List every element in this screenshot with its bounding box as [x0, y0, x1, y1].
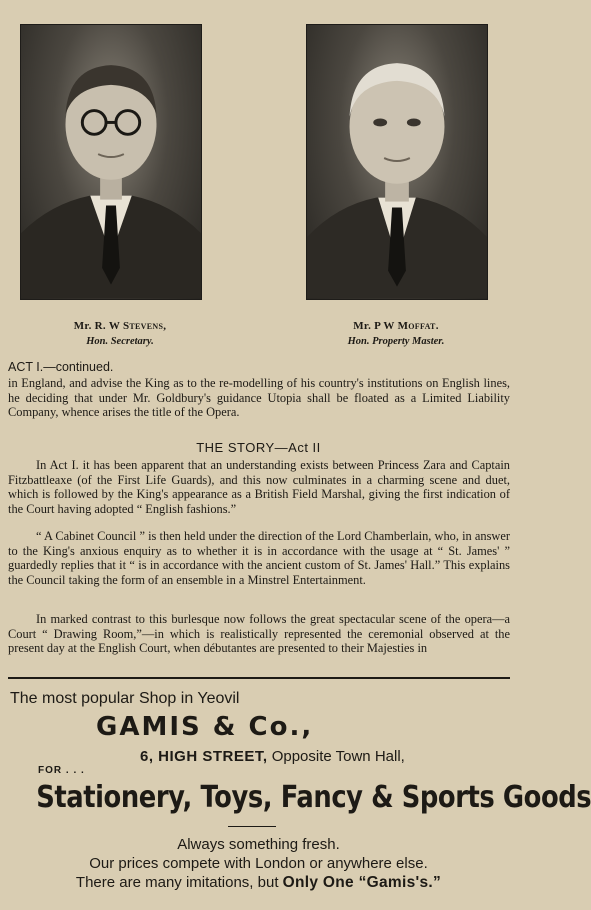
advert-goods: Stationery, Toys, Fancy & Sports Goods	[36, 780, 591, 815]
portrait-photo-moffat	[306, 24, 488, 300]
portrait-caption-left	[0, 318, 240, 350]
portrait-name: Mr. R. W Stevens,	[73, 320, 167, 332]
article-paragraph: In Act I. it has been apparent that an understanding exists between Princess Zara and Captain Fitzbattleaxe (of the First Life Guards), and this now culminates in a charming scene and duet, which is followed by the King's appearance as a British Field Marshal, giving the first indication of the Court having adopted “ English fashions.”	[8, 458, 510, 516]
portrait-photo-stevens	[20, 24, 202, 300]
portrait-illustration	[21, 25, 201, 299]
divider-short	[228, 826, 276, 827]
portrait-name: Mr. P W Moffat.	[353, 320, 439, 332]
article-paragraph: “ A Cabinet Council ” is then held under the direction of the Lord Chamberlain, who, in answer to the King's anxious enquiry as to whether it is in accordance with the usage at “ St. James' ” guardedly replies that it “ is in accordance with the ancient custom of St. James' Hall.” This explains the Council taking the form of an ensemble in a Minstrel Entertainment.	[8, 529, 510, 587]
article-paragraph-intro: in England, and advise the King as to the re-modelling of his country's institutions on English lines, he deciding that under Mr. Goldbury's guidance Utopia shall be floated as a Limited Liability Company, whence arises the title of the Opera.	[8, 376, 510, 420]
advert-shop-name: GAMIS & Co.,	[96, 712, 314, 742]
portrait-illustration	[307, 25, 487, 299]
article-paragraph: In marked contrast to this burlesque now follows the great spectacular scene of the opera—a Court “ Drawing Room,”—in which is realistically represented the ceremonial observed at the present day at the English Court, when débutantes are presented to their Majesties in	[8, 612, 510, 656]
story-heading: THE STORY—Act II	[196, 440, 321, 455]
divider	[8, 677, 510, 679]
portrait-caption-right	[276, 318, 516, 350]
portrait-role: Hon. Property Master.	[347, 336, 445, 347]
advert-for: FOR . . .	[38, 765, 85, 776]
advert-tagline: Always something fresh.	[177, 836, 340, 853]
advert-tagline: Our prices compete with London or anywhere else.	[89, 855, 428, 872]
act-heading: ACT I.—continued.	[8, 360, 114, 374]
advert-intro: The most popular Shop in Yeovil	[10, 690, 240, 707]
portrait-role: Hon. Secretary.	[86, 336, 154, 347]
advert-address: 6, HIGH STREET, Opposite Town Hall,	[140, 748, 405, 765]
advert-tagline: There are many imitations, but Only One “Gamis's.”	[75, 874, 442, 891]
